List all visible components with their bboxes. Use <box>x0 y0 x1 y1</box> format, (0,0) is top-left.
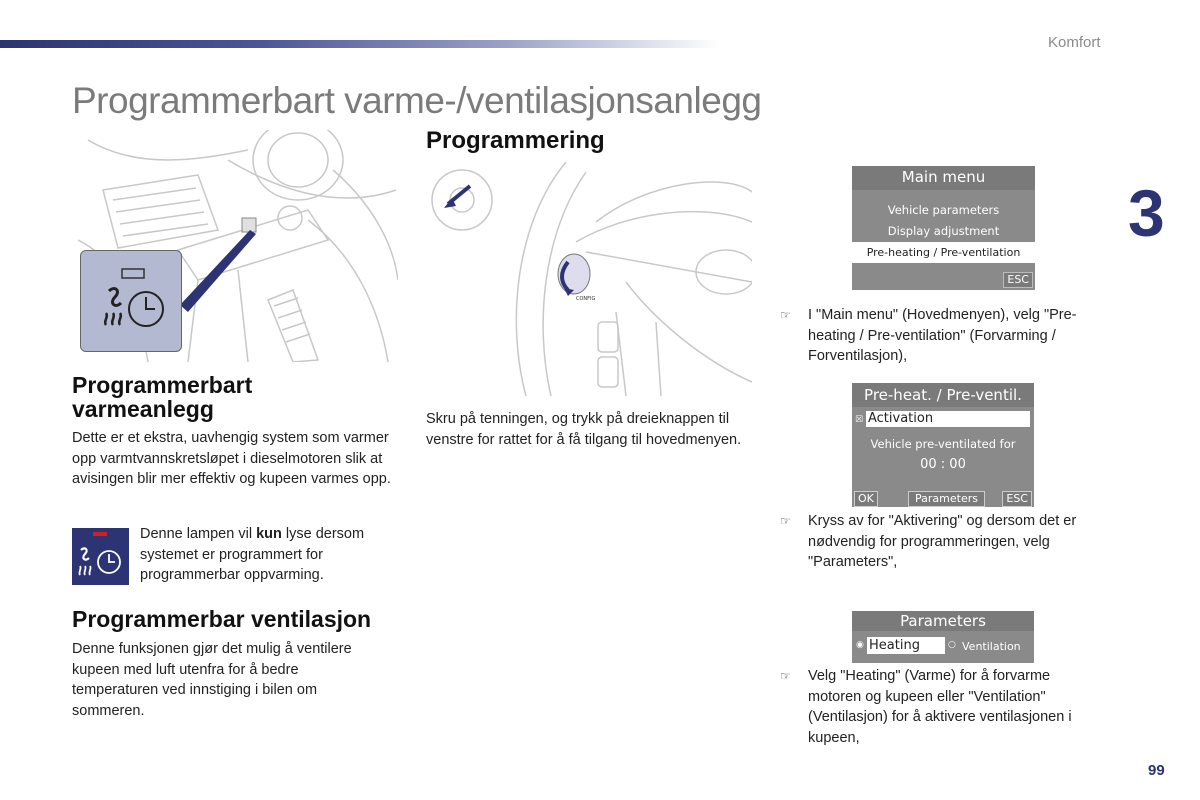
heating-heading: Programmerbart varmeanlegg <box>72 372 253 422</box>
preheat-status: Vehicle pre-ventilated for <box>870 437 1016 451</box>
hand-pointer-icon: ☞ <box>780 514 791 528</box>
menu-item-vehicle-parameters[interactable]: Vehicle parameters <box>887 203 1000 217</box>
esc-button[interactable]: ESC <box>1002 491 1032 507</box>
activation-option[interactable]: Activation <box>866 411 1030 427</box>
section-label: Komfort <box>1048 34 1101 51</box>
parameters-screen <box>852 611 1034 663</box>
radio-unselected-icon[interactable]: ○ <box>948 640 956 650</box>
menu-item-preheating[interactable]: Pre-heating / Pre-ventilation <box>852 242 1035 263</box>
page-title: Programmerbart varme-/ventilasjonsanlegg <box>72 80 762 121</box>
indicator-panel <box>80 250 182 352</box>
hand-pointer-icon: ☞ <box>780 308 791 322</box>
main-menu-title: Main menu <box>852 166 1035 190</box>
page-number: 99 <box>1148 762 1165 779</box>
config-knob-label: CONFIG <box>576 296 596 302</box>
preheat-screen <box>852 383 1034 507</box>
lamp-text-emphasis: kun <box>256 526 282 542</box>
parameters-button[interactable]: Parameters <box>908 491 985 507</box>
heating-text: Dette er et ekstra, uavhengig system som varmer opp varmtvannskretsløpet i dieselmotoren slik at avisingen blir mer effektiv og kupeen varmes opp. <box>72 430 391 487</box>
heater-warning-lamp-icon <box>72 528 129 585</box>
lamp-indicator-mark <box>93 532 107 536</box>
lamp-text: Denne lampen vil kun lyse dersom systemet er programmert for programmerbar oppvarming. <box>140 526 365 583</box>
radio-selected-icon[interactable]: ◉ <box>856 640 864 650</box>
programming-heading: Programmering <box>426 127 605 154</box>
esc-button[interactable]: ESC <box>1003 272 1033 288</box>
parameters-title: Parameters <box>852 611 1034 631</box>
programming-text: Skru på tenningen, og trykk på dreieknappen til venstre for rattet for å få tilgang til hovedmenyen. <box>426 411 742 448</box>
preheat-time: 00 : 00 <box>920 457 966 472</box>
ventilation-option[interactable]: Ventilation <box>962 640 1021 653</box>
preheat-title: Pre-heat. / Pre-ventil. <box>852 383 1034 407</box>
steering-wheel-illustration <box>426 162 752 396</box>
instruction-step-3: ☞ Velg "Heating" (Varme) for å forvarme motoren og kupeen eller "Ventilation" (Ventilasjon) for å aktivere ventilasjonen i kupeen, <box>780 668 1072 746</box>
menu-item-display-adjustment[interactable]: Display adjustment <box>887 224 1000 238</box>
ventilation-heading: Programmerbar ventilasjon <box>72 606 372 632</box>
heating-option[interactable]: Heating <box>867 637 945 654</box>
chapter-number: 3 <box>1128 176 1165 250</box>
ok-button[interactable]: OK <box>854 491 878 507</box>
ventilation-text: Denne funksjonen gjør det mulig å ventilere kupeen med luft utenfra for å bedre temperaturen ved innstiging i bilen om sommeren. <box>72 641 352 719</box>
checkbox-icon[interactable]: ☒ <box>855 415 864 425</box>
main-menu-screen <box>852 166 1035 290</box>
hand-pointer-icon: ☞ <box>780 669 791 683</box>
instruction-step-2: ☞ Kryss av for "Aktivering" og dersom det er nødvendig for programmeringen, velg "Parameters", <box>780 513 1077 570</box>
heater-timer-icon <box>81 251 181 351</box>
header-bar <box>0 40 720 48</box>
instruction-step-1: ☞ I "Main menu" (Hovedmenyen), velg "Pre-heating / Pre-ventilation" (Forvarming / Forventilasjon), <box>780 307 1077 364</box>
